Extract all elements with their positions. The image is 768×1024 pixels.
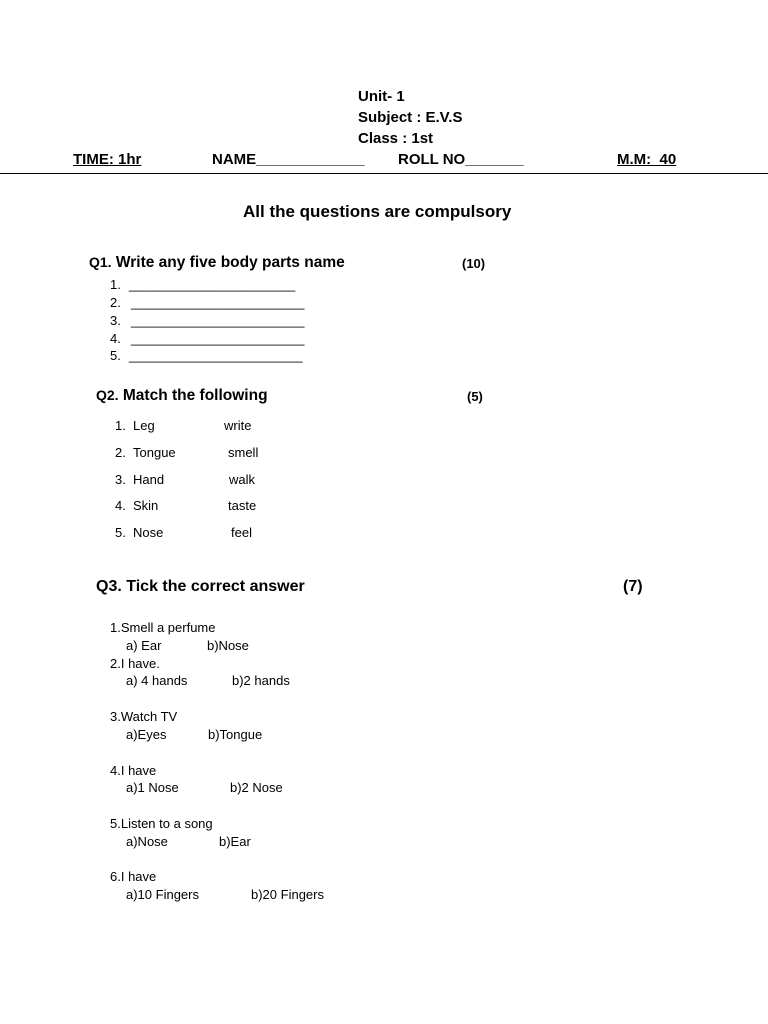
match-left: Skin xyxy=(133,498,159,513)
time-label: TIME: 1hr xyxy=(73,151,142,168)
match-right: feel xyxy=(231,525,252,540)
match-number: 4. xyxy=(115,498,126,513)
q1-answer-line: ________________________ xyxy=(129,348,303,363)
q3-marks: (7) xyxy=(623,578,643,595)
q3-question: 2.I have. xyxy=(110,656,160,671)
q1-number: Q1. xyxy=(89,254,112,270)
q3-option-a[interactable]: a)Eyes xyxy=(126,727,167,742)
q1-heading xyxy=(89,254,345,272)
q3-question: 1.Smell a perfume xyxy=(110,620,216,635)
q3-number: Q3. xyxy=(96,578,122,595)
match-right: taste xyxy=(228,498,257,513)
max-marks-label: M.M: 40 xyxy=(617,151,677,168)
q3-question: 3.Watch TV xyxy=(110,709,178,724)
q1-answer-line: ________________________ xyxy=(131,313,305,328)
roll-no-field: ROLL NO_______ xyxy=(398,151,524,168)
q3-option-a[interactable]: a) Ear xyxy=(126,638,162,653)
q2-title: Match the following xyxy=(122,387,268,404)
q3-heading xyxy=(96,578,305,596)
match-right: smell xyxy=(228,445,259,460)
q2-marks: (5) xyxy=(467,389,483,404)
q1-blank-number: 5. xyxy=(110,348,121,363)
q1-blank-number: 3. xyxy=(110,313,121,328)
match-left: Tongue xyxy=(133,445,176,460)
q3-question: 4.I have xyxy=(110,763,157,778)
q1-answer-line: ________________________ xyxy=(131,295,305,310)
q3-title: Tick the correct answer xyxy=(126,578,305,595)
q3-option-a[interactable]: a)1 Nose xyxy=(126,780,179,795)
q1-answer-line: ________________________ xyxy=(131,331,305,346)
match-number: 2. xyxy=(115,445,126,460)
q3-question: 6.I have xyxy=(110,869,157,884)
name-field: NAME_____________ xyxy=(212,151,365,168)
class-label: Class : 1st xyxy=(358,130,434,147)
q1-answer-line: _______________________ xyxy=(129,277,296,292)
q2-number: Q2. xyxy=(96,387,119,403)
q1-marks: (10) xyxy=(462,256,486,271)
header-divider xyxy=(0,173,768,174)
match-right: write xyxy=(224,418,252,433)
match-number: 1. xyxy=(115,418,126,433)
q3-option-b[interactable]: b)Ear xyxy=(219,834,251,849)
q1-blank-number: 4. xyxy=(110,331,121,346)
q1-title: Write any five body parts name xyxy=(115,254,345,271)
match-left: Nose xyxy=(133,525,164,540)
q2-heading xyxy=(96,387,268,405)
q3-option-a[interactable]: a) 4 hands xyxy=(126,673,188,688)
q3-option-b[interactable]: b)2 Nose xyxy=(230,780,283,795)
unit-label: Unit- 1 xyxy=(358,88,405,105)
q1-blank-number: 1. xyxy=(110,277,121,292)
match-number: 3. xyxy=(115,472,126,487)
subject-label: Subject : E.V.S xyxy=(358,109,463,126)
q3-option-b[interactable]: b)Tongue xyxy=(208,727,263,742)
q3-question: 5.Listen to a song xyxy=(110,816,213,831)
match-number: 5. xyxy=(115,525,126,540)
instruction-text: All the questions are compulsory xyxy=(243,202,512,221)
match-left: Leg xyxy=(133,418,155,433)
q3-option-b[interactable]: b)20 Fingers xyxy=(251,887,324,902)
q3-option-a[interactable]: a)10 Fingers xyxy=(126,887,199,902)
q3-option-b[interactable]: b)Nose xyxy=(207,638,249,653)
q1-blank-number: 2. xyxy=(110,295,121,310)
match-right: walk xyxy=(229,472,256,487)
q3-option-b[interactable]: b)2 hands xyxy=(232,673,290,688)
match-left: Hand xyxy=(133,472,165,487)
q3-option-a[interactable]: a)Nose xyxy=(126,834,168,849)
